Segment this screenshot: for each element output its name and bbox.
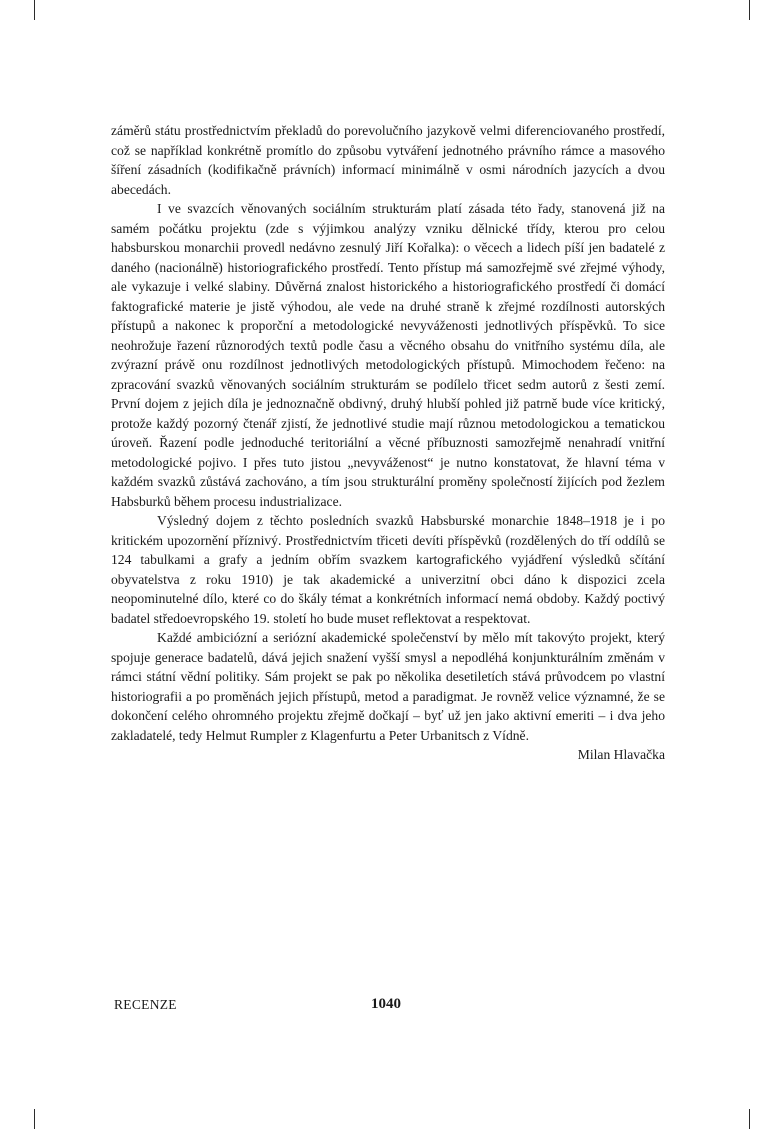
author-signature: Milan Hlavačka [577, 747, 665, 762]
page-number: 1040 [371, 996, 401, 1012]
crop-mark-top-right [749, 0, 750, 20]
running-footer-section: RECENZE [114, 997, 177, 1012]
crop-mark-top-left [34, 0, 35, 20]
crop-mark-bottom-left [34, 1109, 35, 1129]
crop-mark-bottom-right [749, 1109, 750, 1129]
paragraph: Každé ambiciózní a seriózní akademické společenství by mělo mít takovýto projekt, který spojuje generace badatelů, dává jejich snažení vyšší smysl a nepodléhá konjunkturálním změnám v rámci státní vědní politiky. Sám projekt se pak po několika desetiletích stává průvodcem po vlastní historiografii a po proměnách jejich přístupů, metod a paradigmat. Je rovněž velice významné, že se dokončení celého ohromného projektu zřejmě dočkají – byť už jen jako aktivní emeriti – i dva jeho zakladatelé, tedy Helmut Rumpler z Klagenfurtu a Peter Urbanitsch z Vídně. [111, 630, 665, 743]
paragraph-continued: záměrů státu prostřednictvím překladů do porevolučního jazykově velmi diferenciovaného prostředí, což se například konkrétně promítlo do způsobu vytváření jednotného právního rámce a masového šíření zásadních (kodifikačně právních) informací minimálně v osmi národních jazycích a dvou abecedách. [111, 123, 665, 197]
paragraph: Výsledný dojem z těchto posledních svazků Habsburské monarchie 1848–1918 je i po kritickém upozornění příznivý. Prostřednictvím třiceti devíti příspěvků (rozdělených do tří oddílů se 124 tabulkami a grafy a jedním obřím svazkem kartografického vyjádření výsledků sčítání obyvatelstva z roku 1910) je tak akademické a univerzitní obci dáno k dispozici zcela neopominutelné dílo, které co do škály témat a konkrétních informací nemá obdoby. Každý poctivý badatel středoevropského 19. století ho bude muset reflektovat a respektovat. [111, 513, 665, 626]
paragraph: I ve svazcích věnovaných sociálním strukturám platí zásada této řady, stanovená již na samém počátku projektu (zde s výjimkou analýzy vzniku dělnické třídy, kterou pro celou habsburskou monarchii provedl nedávno zesnulý Jiří Kořalka): o věcech a lidech píší jen badatelé z daného (nacionálně) historiografického prostředí. Tento přístup má samozřejmě své zřejmé výhody, ale vykazuje i velké slabiny. Důvěrná znalost historického a historiografického prostředí či domácí faktografické materie je jistě výhodou, ale vede na druhé straně k zřejmé rozdílnosti autorských přístupů a nakonec k proporční a metodologické nevyváženosti jednotlivých příspěvků. To sice neohrožuje řazení různorodých textů podle času a věcného obsahu do vnitřního systému díla, ale zvýrazní právě onu rozdílnost jednotlivých metodologických přístupů. Mimochodem řečeno: na zpracování svazků věnovaných sociálním strukturám se podílelo třicet sedm autorů z šesti zemí. První dojem z jejich díla je jednoznačně obdivný, druhý hlubší pohled již patrně bude více kritický, protože každý pozorný čtenář zjistí, že jednotlivé studie mají různou metodologickou a tematickou úroveň. Řazení podle jednoduché teritoriální a věcné příbuznosti samozřejmě nenahradí vnitřní metodologické pojivo. I přes tuto jistou „nevyváženost“ je nutno konstatovat, že hlavní téma v každém svazků zůstává zachováno, a tím jsou strukturální proměny společností žijících pod žezlem Habsburků během procesu industrializace. [111, 201, 665, 509]
article-body [111, 121, 665, 765]
